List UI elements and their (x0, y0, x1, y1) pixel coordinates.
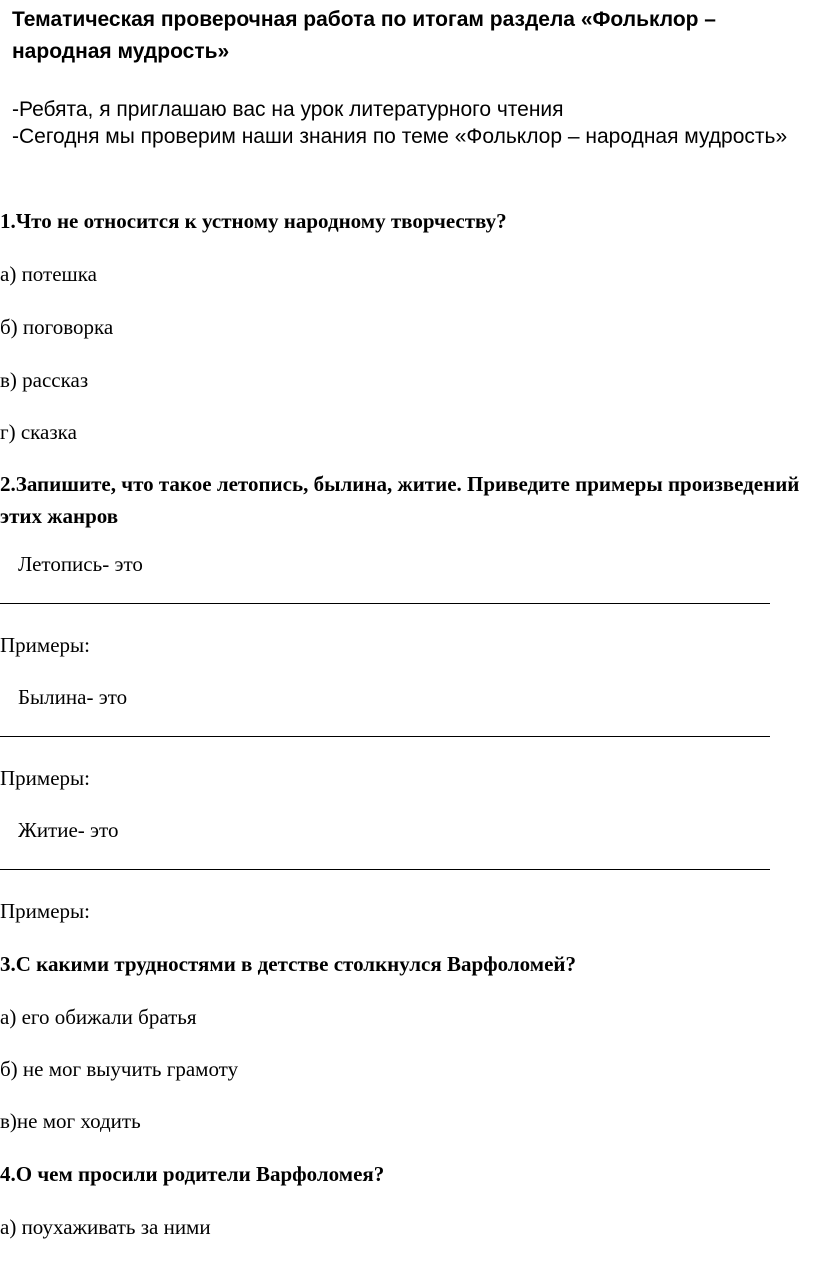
intro-line-2: -Сегодня мы проверим наши знания по теме «Фольклор – народная мудрость» (12, 125, 788, 148)
question-1-option-c: в) рассказ (0, 368, 89, 392)
question-2-term-chronicle: Летопись- это (18, 552, 143, 576)
answer-line (0, 869, 770, 870)
question-2: 2.Запишите, что такое летопись, былина, житие. Приведите примеры произведений этих жанров (0, 472, 800, 528)
question-3-option-b: б) не мог выучить грамоту (0, 1057, 239, 1081)
intro-line-1: -Ребята, я приглашаю вас на урок литературного чтения (12, 98, 564, 121)
question-4: 4.О чем просили родители Варфоломея? (0, 1162, 385, 1186)
question-2-examples-bylina: Примеры: (0, 766, 90, 790)
answer-line (0, 736, 770, 737)
worksheet-title: Тематическая проверочная работа по итогам раздела «Фольклор – народная мудрость» (12, 8, 716, 63)
question-2-term-bylina: Былина- это (18, 685, 128, 709)
question-1: 1.Что не относится к устному народному творчеству? (0, 209, 507, 233)
question-2-term-life: Житие- это (18, 818, 119, 842)
question-2-examples-chronicle: Примеры: (0, 633, 90, 657)
question-2-examples-life: Примеры: (0, 899, 90, 923)
question-1-option-b: б) поговорка (0, 315, 114, 339)
question-1-option-a: а) потешка (0, 262, 97, 286)
question-3-option-c: в)не мог ходить (0, 1109, 141, 1133)
question-4-option-a: а) поухаживать за ними (0, 1215, 211, 1239)
answer-line (0, 603, 770, 604)
question-3: 3.С какими трудностями в детстве столкнулся Варфоломей? (0, 952, 577, 976)
question-1-option-d: г) сказка (0, 420, 77, 444)
question-3-option-a: а) его обижали братья (0, 1005, 197, 1029)
